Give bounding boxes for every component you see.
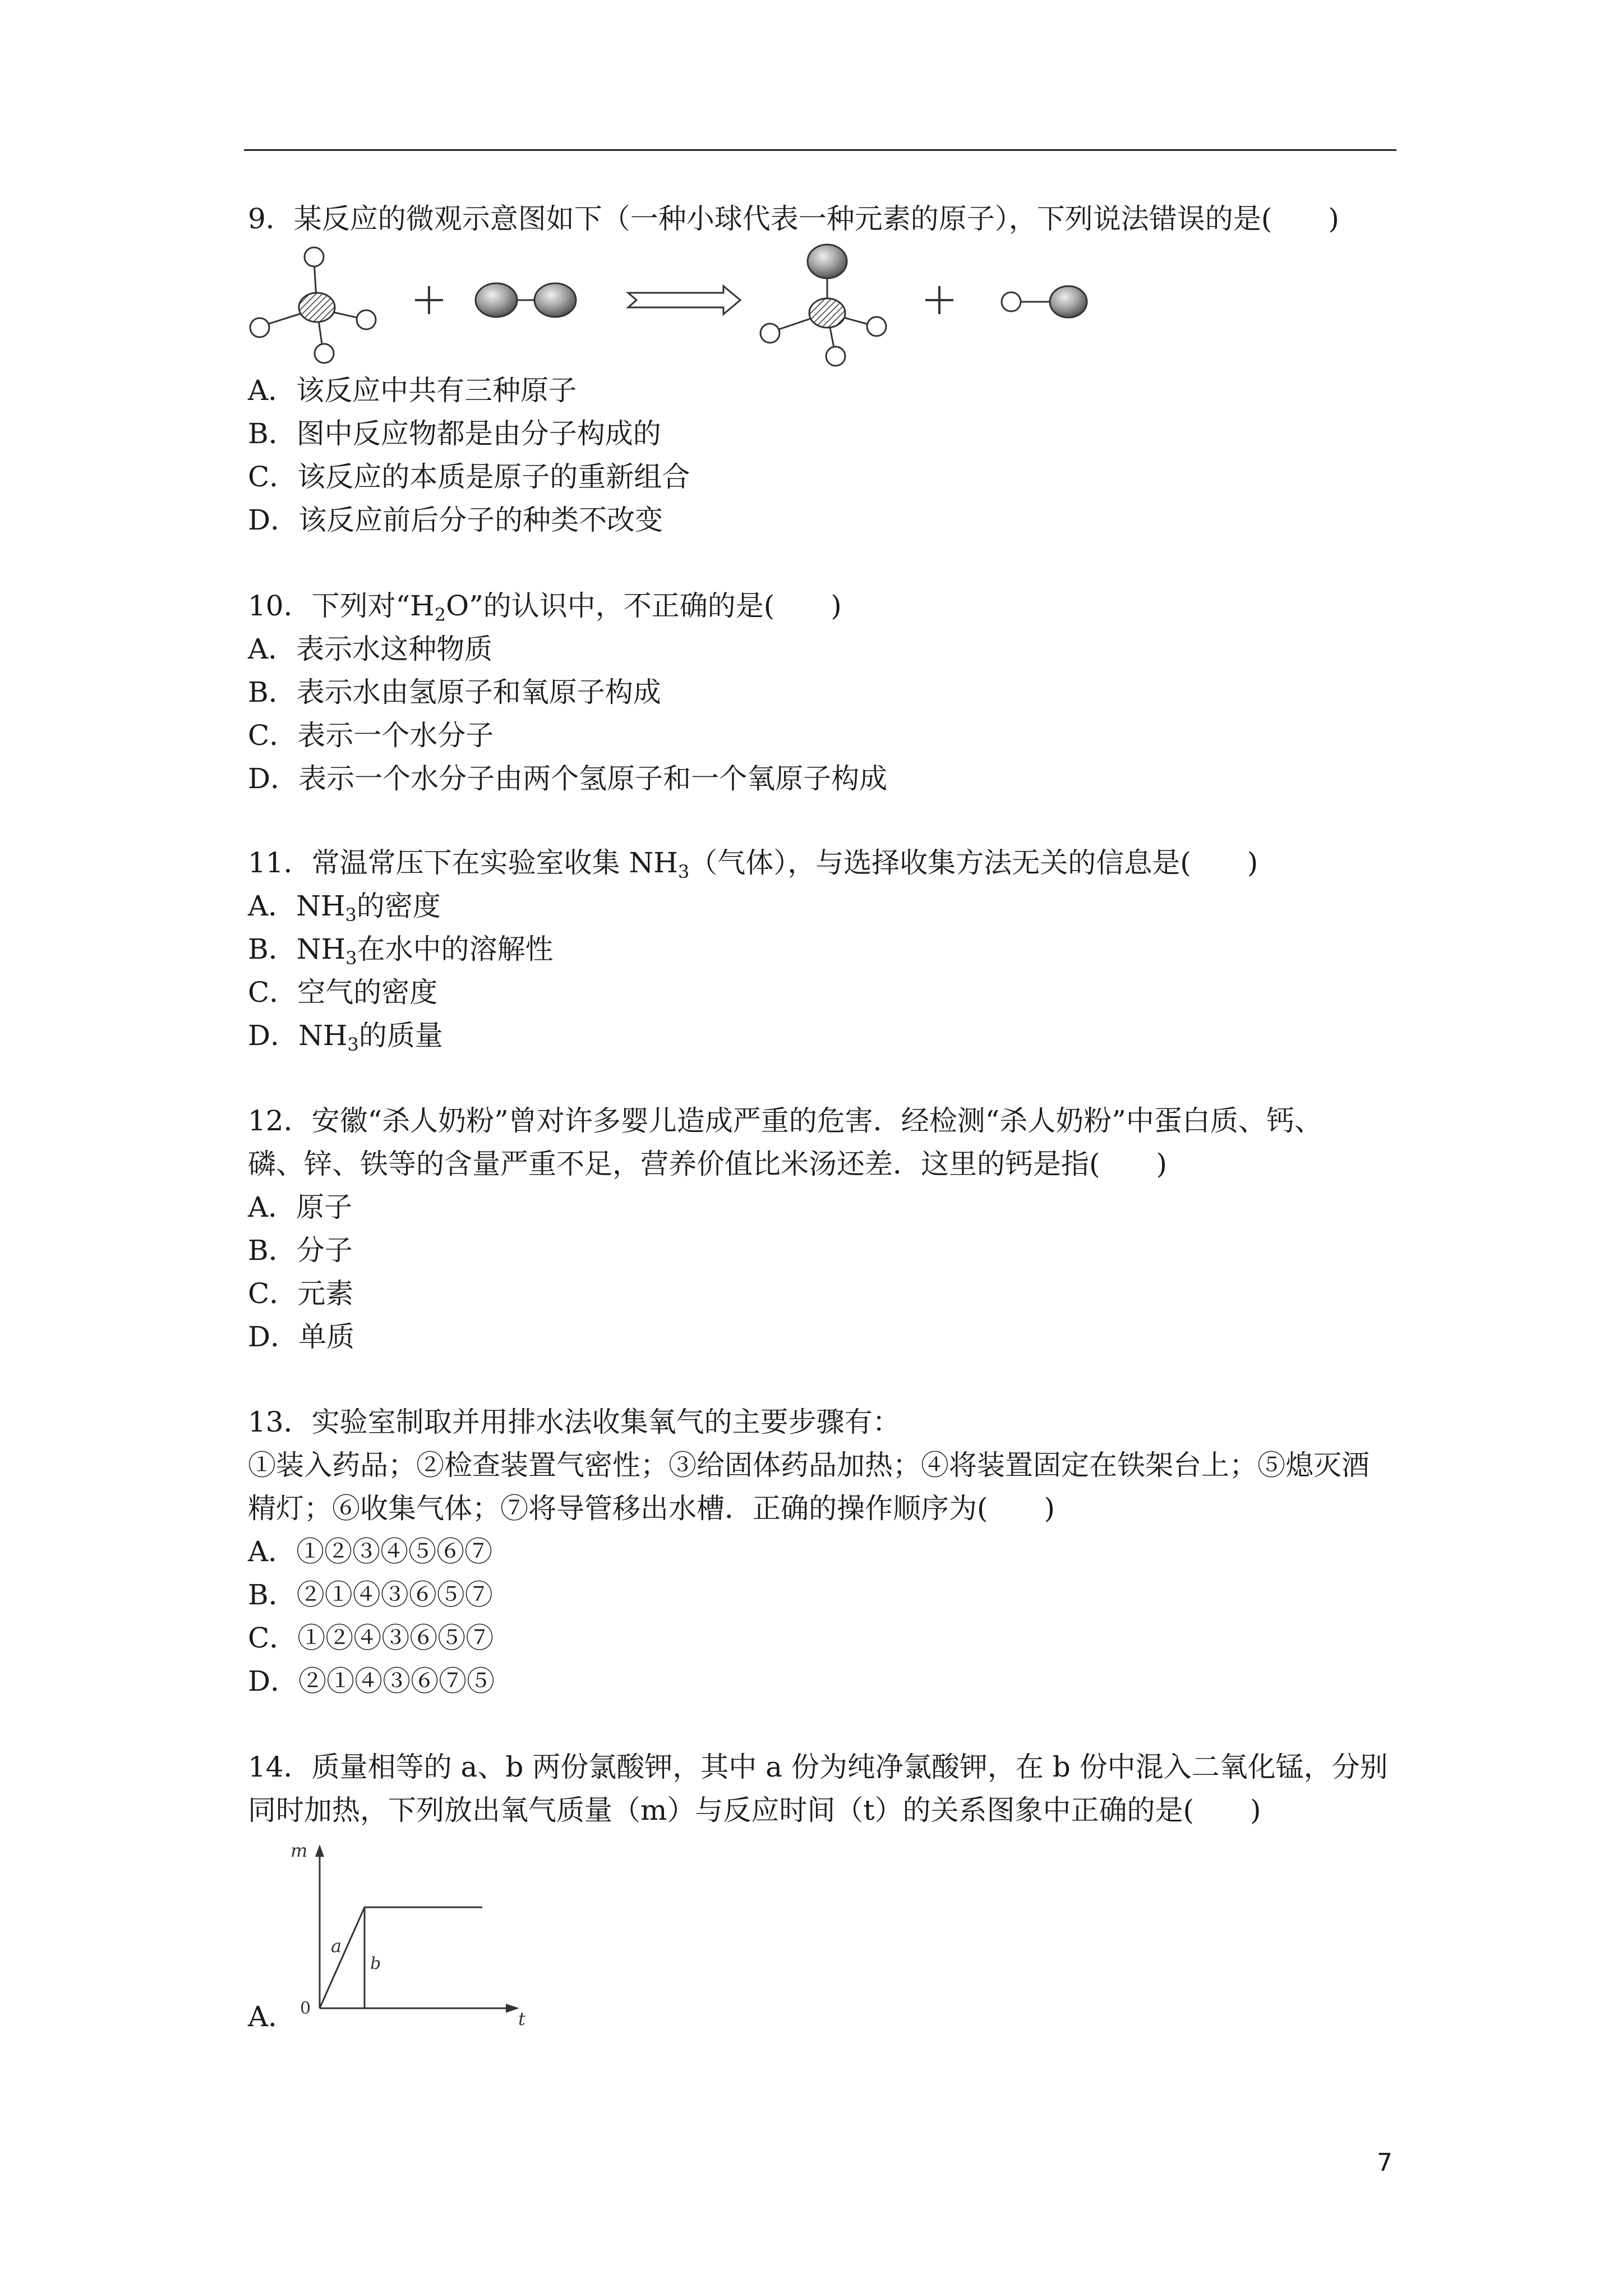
question-9-options [248,369,1403,542]
origin-label: 0 [300,1999,311,2018]
option-c[interactable]: C．表示一个水分子 [248,719,494,752]
header-rule [244,149,1396,151]
line-a-label: a [331,1935,342,1957]
option-a[interactable]: A．①②③④⑤⑥⑦ [248,1535,493,1568]
option-b[interactable]: B．$NH_3$在水中的溶解性 [248,933,554,969]
question-stem-line3: 精灯；⑥收集气体；⑦将导管移出水槽．正确的操作顺序为( ) [248,1492,1055,1525]
option-c[interactable]: C．①②④③⑥⑤⑦ [248,1622,494,1654]
question-13 [248,1401,1403,1703]
option-b[interactable]: B．分子 [248,1234,353,1267]
question-stem-line1: 14．质量相等的 a、b 两份氯酸钾，其中 a 份为纯净氯酸钾，在 b 份中混入二氧化锰，分别 [248,1751,1388,1783]
option-d[interactable]: D．单质 [248,1320,355,1353]
option-a[interactable]: A．$NH_3$的密度 [248,890,441,926]
question-stem-line1: 13．实验室制取并用排水法收集氧气的主要步骤有： [248,1406,901,1438]
question-10 [248,585,1403,800]
question-9 [248,197,1403,241]
reactant-molecule-2 [476,283,576,317]
option-b[interactable]: B．②①④③⑥⑤⑦ [248,1579,493,1611]
question-stem-line2: ①装入药品；②检查装置气密性；③给固体药品加热；④将装置固定在铁架台上；⑤熄灭酒 [248,1449,1370,1481]
option-d[interactable]: D．该反应前后分子的种类不改变 [248,504,663,536]
question-stem-line1: 12．安徽“杀人奶粉”曾对许多婴儿造成严重的危害．经检测“杀人奶粉”中蛋白质、钙、 [248,1105,1322,1137]
reaction-diagram [241,241,1138,370]
option-a[interactable]: A．原子 [248,1191,353,1223]
option-d[interactable]: D．表示一个水分子由两个氢原子和一个氧原子构成 [248,762,888,795]
page-number: 7 [1377,2148,1393,2177]
question-stem-line2: 同时加热，下列放出氧气质量（m）与反应时间（t）的关系图象中正确的是( ) [248,1794,1261,1826]
plus-icon [415,286,443,314]
option-b[interactable]: B．图中反应物都是由分子构成的 [248,417,661,450]
question-stem-line2: 磷、锌、铁等的含量严重不足，营养价值比米汤还差．这里的钙是指( ) [248,1148,1168,1180]
product-molecule-2 [1002,286,1087,318]
reactant-molecule-1 [250,247,376,363]
option-a[interactable]: A．表示水这种物质 [248,633,493,665]
question-stem: 11．常温常压下在实验室收集 $NH_3$（气体），与选择收集方法无关的信息是( ) [248,846,1258,882]
option-c[interactable]: C．元素 [248,1277,354,1310]
option-d[interactable]: D．$NH_3$的质量 [248,1019,443,1055]
option-c[interactable]: C．空气的密度 [248,976,438,1009]
line-b-label: b [370,1954,381,1973]
product-molecule-1 [760,245,886,366]
option-a[interactable]: A．该反应中共有三种原子 [248,374,577,407]
reaction-arrow-icon [628,286,740,314]
x-axis-label: t [518,2008,525,2030]
option-b[interactable]: B．表示水由氢原子和氧原子构成 [248,676,661,708]
question-14 [248,1746,1403,1832]
option-d[interactable]: D．②①④③⑥⑦⑤ [248,1665,495,1697]
question-stem: 9．某反应的微观示意图如下（一种小球代表一种元素的原子），下列说法错误的是( ) [248,203,1339,235]
question-12 [248,1099,1403,1359]
y-axis-label: m [291,1840,308,1861]
question-11 [248,841,1403,1057]
option-c[interactable]: C．该反应的本质是原子的重新组合 [248,461,690,493]
plus-icon [925,286,953,314]
option-a-label[interactable]: A． [248,2000,297,2033]
question-stem: 10．下列对“$H_2O$”的认识中，不正确的是( ) [248,590,842,625]
